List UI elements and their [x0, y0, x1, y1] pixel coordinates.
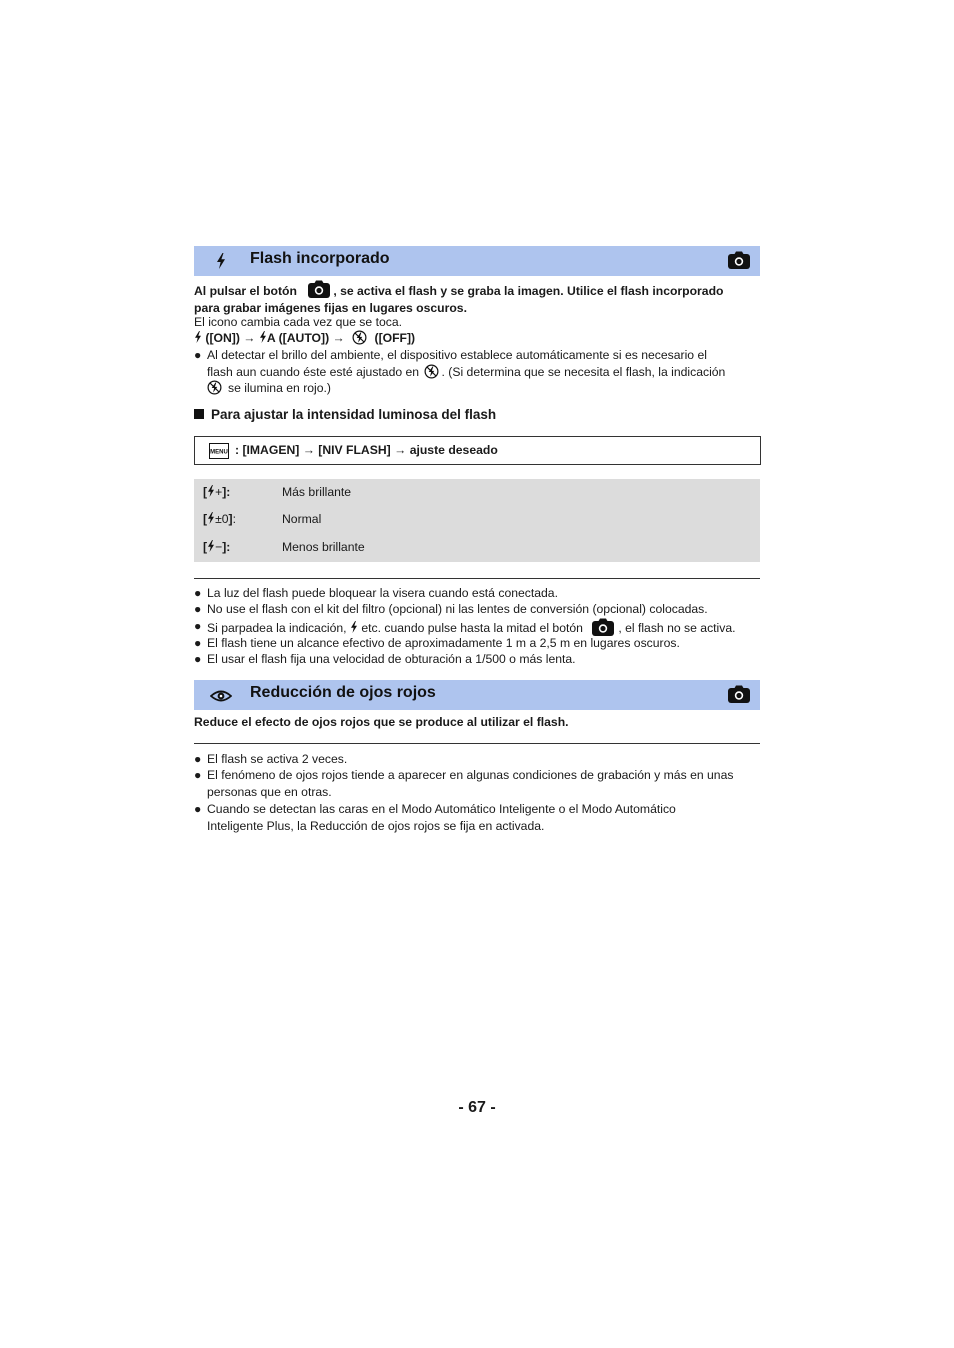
menu-icon — [209, 443, 229, 459]
flash-note-2: ● No use el flash con el kit del filtro (opcional) ni las lentes de conversión (opcional) colocadas. — [194, 602, 708, 616]
flash-icon — [350, 621, 358, 633]
flash-icon — [210, 251, 232, 271]
flash-auto-icon — [259, 331, 267, 343]
note-line-2a: flash aun cuando éste esté ajustado en — [207, 364, 420, 379]
arrow: → — [332, 331, 345, 345]
flash-level-table — [194, 479, 760, 562]
arrow: → — [243, 331, 256, 345]
flash-section-title: Flash incorporado — [250, 250, 390, 267]
flash-level-label: Más brillante — [282, 485, 352, 499]
flash-level-row — [194, 512, 760, 532]
camera-mode-icon — [728, 685, 750, 703]
redeye-note-2: ● El fenómeno de ojos rojos tiende a aparecer en algunas condiciones de grabación y más en unas personas que en otras. — [194, 768, 734, 799]
note-line-3: se ilumina en rojo.) — [228, 381, 331, 396]
flash-level-row — [194, 485, 760, 505]
square-bullet-icon — [194, 409, 204, 419]
camera-mode-icon — [728, 251, 750, 269]
flash-intro-part-a: Al pulsar el botón — [194, 284, 297, 298]
redeye-note-3: ● Cuando se detectan las caras en el Modo Automático Inteligente o el Modo Automático Inteligente Plus, la Reducción de ojos rojos se fija en activada. — [194, 802, 676, 833]
redeye-section-header — [194, 680, 760, 710]
shutter-button-icon — [308, 280, 330, 298]
redeye-intro: Reduce el efecto de ojos rojos que se produce al utilizar el flash. — [194, 715, 569, 729]
flash-icon — [207, 540, 215, 552]
divider — [194, 743, 760, 744]
flash-note-4: ● El flash tiene un alcance efectivo de aproximadamente 1 m a 2,5 m en lugares oscuros. — [194, 636, 680, 650]
shutter-button-icon — [592, 618, 614, 636]
menu-path-box — [194, 436, 761, 465]
flash-icon — [207, 512, 215, 524]
flash-off-icon — [207, 380, 222, 395]
flash-off-icon — [352, 330, 367, 345]
flash-note-3: ● Si parpadea la indicación, etc. cuando pulse hasta la mitad el botón , el flash no se activa. — [194, 619, 736, 635]
flash-level-key: [ −]: — [203, 540, 231, 554]
flash-note-5: ● El usar el flash fija una velocidad de obturación a 1/500 o más lenta. — [194, 652, 576, 666]
flash-section-header — [194, 246, 760, 276]
seq-on-label: ([ON]) — [205, 331, 240, 345]
flash-level-label: Menos brillante — [282, 540, 365, 554]
flash-level-row — [194, 540, 760, 560]
flash-intro-part-c: para grabar imágenes fijas en lugares oscuros. — [194, 300, 467, 315]
page-number: - 67 - — [458, 1099, 496, 1116]
svg-text:MENU: MENU — [210, 449, 228, 456]
flash-off-icon — [424, 364, 439, 379]
eye-icon — [210, 687, 232, 707]
flash-level-key: [ ±0]: — [203, 512, 236, 526]
flash-mode-sequence — [194, 330, 760, 347]
redeye-section-title: Reducción de ojos rojos — [250, 684, 436, 701]
note-line-1: Al detectar el brillo del ambiente, el dispositivo establece automáticamente si es necesario el — [207, 348, 707, 362]
divider — [194, 578, 760, 579]
flash-on-icon — [194, 331, 202, 343]
intensity-heading: Para ajustar la intensidad luminosa del flash — [194, 407, 496, 422]
note-line-2b: . (Si determina que se necesita el flash, la indicación — [441, 364, 726, 379]
seq-off-label: ([OFF]) — [374, 331, 416, 345]
menu-path: : [IMAGEN] → [NIV FLASH] → ajuste deseado — [235, 443, 498, 457]
flash-icon — [207, 485, 215, 497]
icon-change-text: El icono cambia cada vez que se toca. — [194, 315, 402, 329]
flash-intro-part-b: , se activa el flash y se graba la imagen. Utilice el flash incorporado — [333, 284, 724, 298]
flash-intro — [194, 280, 760, 316]
flash-level-key: [ +]: — [203, 485, 231, 499]
seq-auto-label: A ([AUTO]) — [266, 331, 330, 345]
flash-note-1: ● La luz del flash puede bloquear la visera cuando está conectada. — [194, 586, 558, 600]
flash-level-label: Normal — [282, 512, 322, 526]
flash-auto-note: ● Al detectar el brillo del ambiente, el dispositivo establece automáticamente si es necesario el flash aun cuando éste esté ajustado en . (Si determina que se necesita el flash, la indicación se ilumina en rojo.) — [194, 348, 726, 396]
redeye-note-1: ● El flash se activa 2 veces. — [194, 752, 348, 766]
